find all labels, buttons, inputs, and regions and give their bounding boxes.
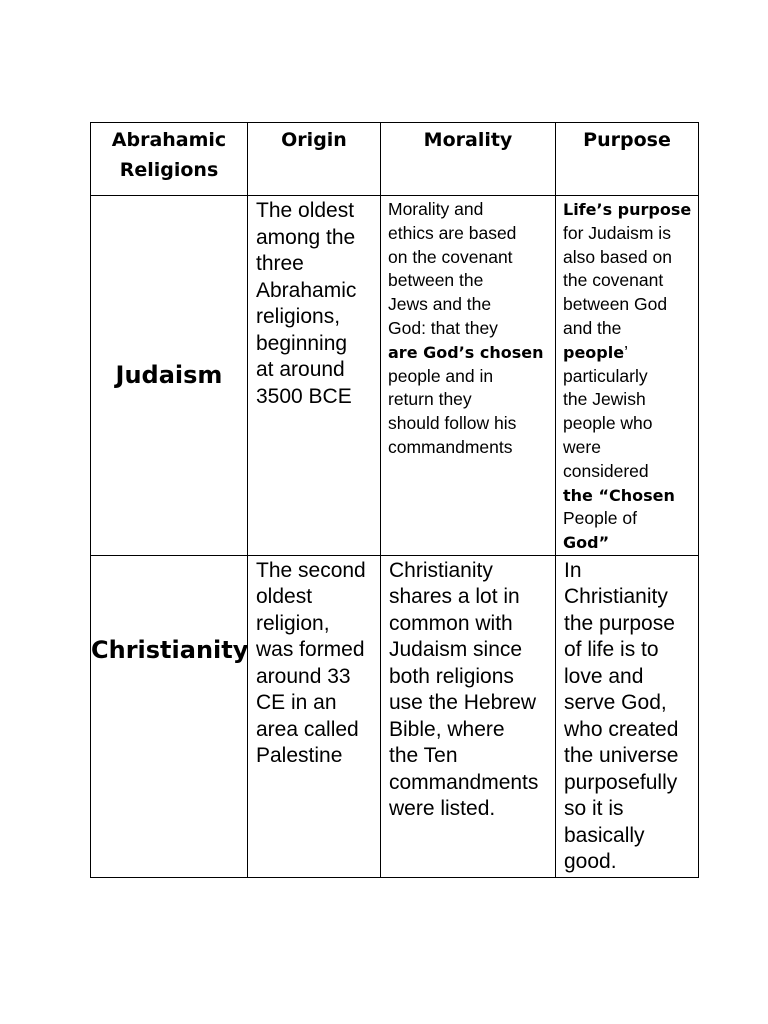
religion-christianity: [91, 555, 248, 877]
purpose-judaism-text: Life’s purpose for Judaism is also based on the covenant between God and the people’ particularly the Jewish people who were considered the “Chosen People of God”: [563, 200, 692, 553]
religion-judaism-label: Judaism: [115, 361, 223, 390]
header-row: [91, 123, 699, 196]
header-religions: [91, 123, 248, 196]
table-row-judaism: [91, 196, 699, 556]
origin-judaism-text: The oldest among the three Abrahamic religions, beginning at around 3500 BCE: [256, 199, 357, 408]
religion-christianity-label: Christianity: [91, 635, 249, 664]
purpose-judaism: [556, 196, 699, 556]
header-origin-label: Origin: [281, 129, 347, 151]
header-purpose-label: Purpose: [583, 129, 671, 151]
origin-christianity: [248, 555, 381, 877]
morality-judaism-text: Morality and ethics are based on the covenant between the Jews and the God: that they are God’s chosen people and in return they should follow his commandments: [388, 199, 544, 457]
table-row-christianity: [91, 555, 699, 877]
origin-christianity-text: The second oldest religion, was formed around 33 CE in an area called Palestine: [256, 558, 366, 768]
morality-judaism: [381, 196, 556, 556]
morality-christianity-text: Christianity shares a lot in common with Judaism since both religions use the Hebrew Bible, where the Ten commandments were listed.: [389, 558, 539, 821]
religion-judaism: [91, 196, 248, 556]
origin-judaism: [248, 196, 381, 556]
header-purpose: [556, 123, 699, 196]
header-religions-line2: Religions: [119, 159, 219, 181]
header-origin: [248, 123, 381, 196]
header-religions-line1: Abrahamic: [111, 129, 227, 151]
header-morality-label: Morality: [423, 129, 513, 151]
morality-christianity: [381, 555, 556, 877]
religions-table: [90, 122, 699, 878]
header-morality: [381, 123, 556, 196]
purpose-christianity-text: In Christianity the purpose of life is to love and serve God, who created the universe purposefully so it is basically good.: [564, 558, 679, 874]
purpose-christianity: [556, 555, 699, 877]
